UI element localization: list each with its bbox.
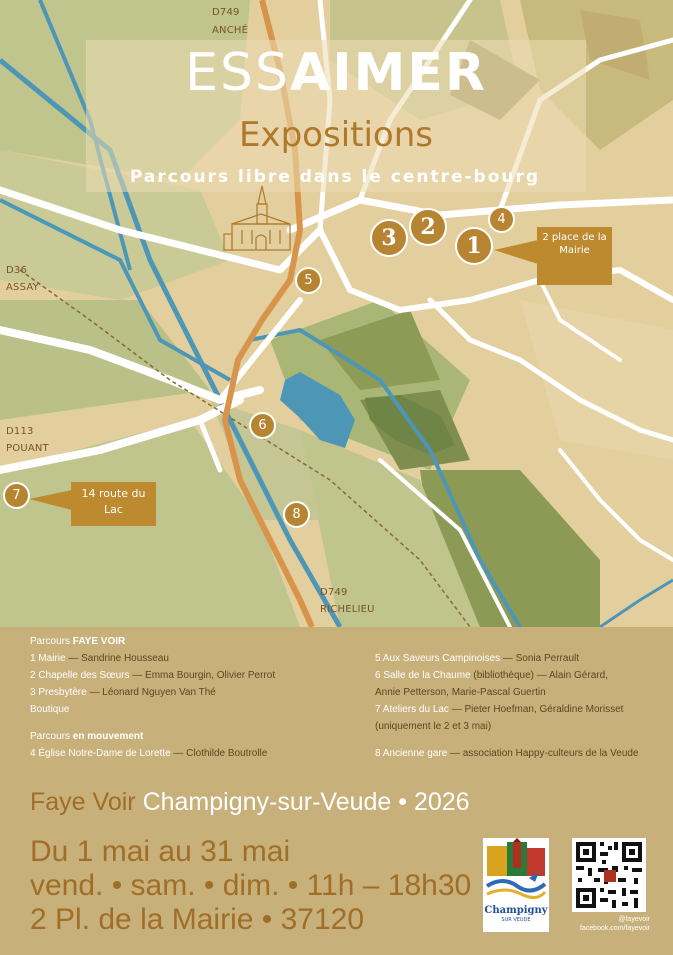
poster-title: ESSAIMER xyxy=(185,43,487,103)
road-label-richelieu: RICHELIEU xyxy=(320,604,375,615)
list-item: 8 Ancienne gare — association Happy-culteurs de la Veude xyxy=(375,748,639,759)
parcours-right-column xyxy=(375,650,665,762)
road-label-anche: ANCHÉ xyxy=(212,25,249,36)
road-label-pouant: POUANT xyxy=(6,443,49,454)
poster-subtitle: Expositions xyxy=(239,115,433,155)
list-item: 6 Salle de la Chaume (bibliothèque) — Alain Gérard, xyxy=(375,670,608,681)
map-marker-5[interactable]: 5 xyxy=(295,267,322,294)
road-label-assay: ASSAY xyxy=(6,282,39,293)
map-marker-3[interactable]: 3 xyxy=(370,219,408,257)
map-marker-6[interactable]: 6 xyxy=(249,412,276,439)
section-heading-mouvement: Parcours en mouvement xyxy=(30,731,144,742)
road-label-d36: D36 xyxy=(6,265,28,276)
edition-line: Faye Voir Champigny-sur-Veude • 2026 xyxy=(30,788,470,816)
logo-subtitle: SUR VEUDE xyxy=(501,917,531,923)
poster-tagline: Parcours libre dans le centre-bourg xyxy=(129,167,541,187)
address-line: 2 Pl. de la Mairie • 37120 xyxy=(30,903,365,936)
road-label-d113: D113 xyxy=(6,426,34,437)
list-item: 7 Ateliers du Lac — Pieter Hoefman, Géraldine Morisset xyxy=(375,704,624,715)
map-marker-7[interactable]: 7 xyxy=(3,482,30,509)
champigny-logo-icon xyxy=(483,838,549,904)
logo-title: Champigny xyxy=(484,905,548,916)
qr-code-icon[interactable] xyxy=(572,838,646,912)
section-heading-faye-voir: Parcours FAYE VOIR xyxy=(30,636,126,647)
list-item-boutique: Boutique xyxy=(30,704,70,715)
callout-mairie: 2 place de la Mairie xyxy=(537,227,612,285)
list-item: 2 Chapelle des Sœurs — Emma Bourgin, Olivier Perrot xyxy=(30,670,276,681)
road-label-d749-south: D749 xyxy=(320,587,348,598)
social-handle[interactable]: @fayevoir xyxy=(618,916,650,923)
social-url[interactable]: facebook.com/fayevoir xyxy=(579,925,650,932)
list-item: 5 Aux Saveurs Campinoises — Sonia Perrault xyxy=(375,653,580,664)
list-item: 3 Presbytère — Léonard Nguyen Van Thé xyxy=(30,687,216,698)
list-item: 1 Mairie — Sandrine Housseau xyxy=(30,653,169,664)
dates-line: Du 1 mai au 31 mai xyxy=(30,835,291,868)
map-marker-8[interactable]: 8 xyxy=(283,501,310,528)
map-marker-2[interactable]: 2 xyxy=(409,208,447,246)
map-marker-1[interactable]: 1 xyxy=(455,227,493,265)
list-item: 4 Église Notre-Dame de Lorette — Clothilde Boutrolle xyxy=(30,748,268,759)
list-item: Annie Petterson, Marie-Pascal Guertin xyxy=(375,687,546,698)
hours-line: vend. • sam. • dim. • 11h – 18h30 xyxy=(30,869,472,902)
parcours-left-column xyxy=(30,633,360,762)
champigny-logo xyxy=(483,838,549,932)
map-marker-4[interactable]: 4 xyxy=(488,206,515,233)
callout-lac: 14 route du Lac xyxy=(71,482,156,526)
list-item: (uniquement le 2 et 3 mai) xyxy=(375,721,492,732)
road-label-d749-north: D749 xyxy=(212,7,240,18)
